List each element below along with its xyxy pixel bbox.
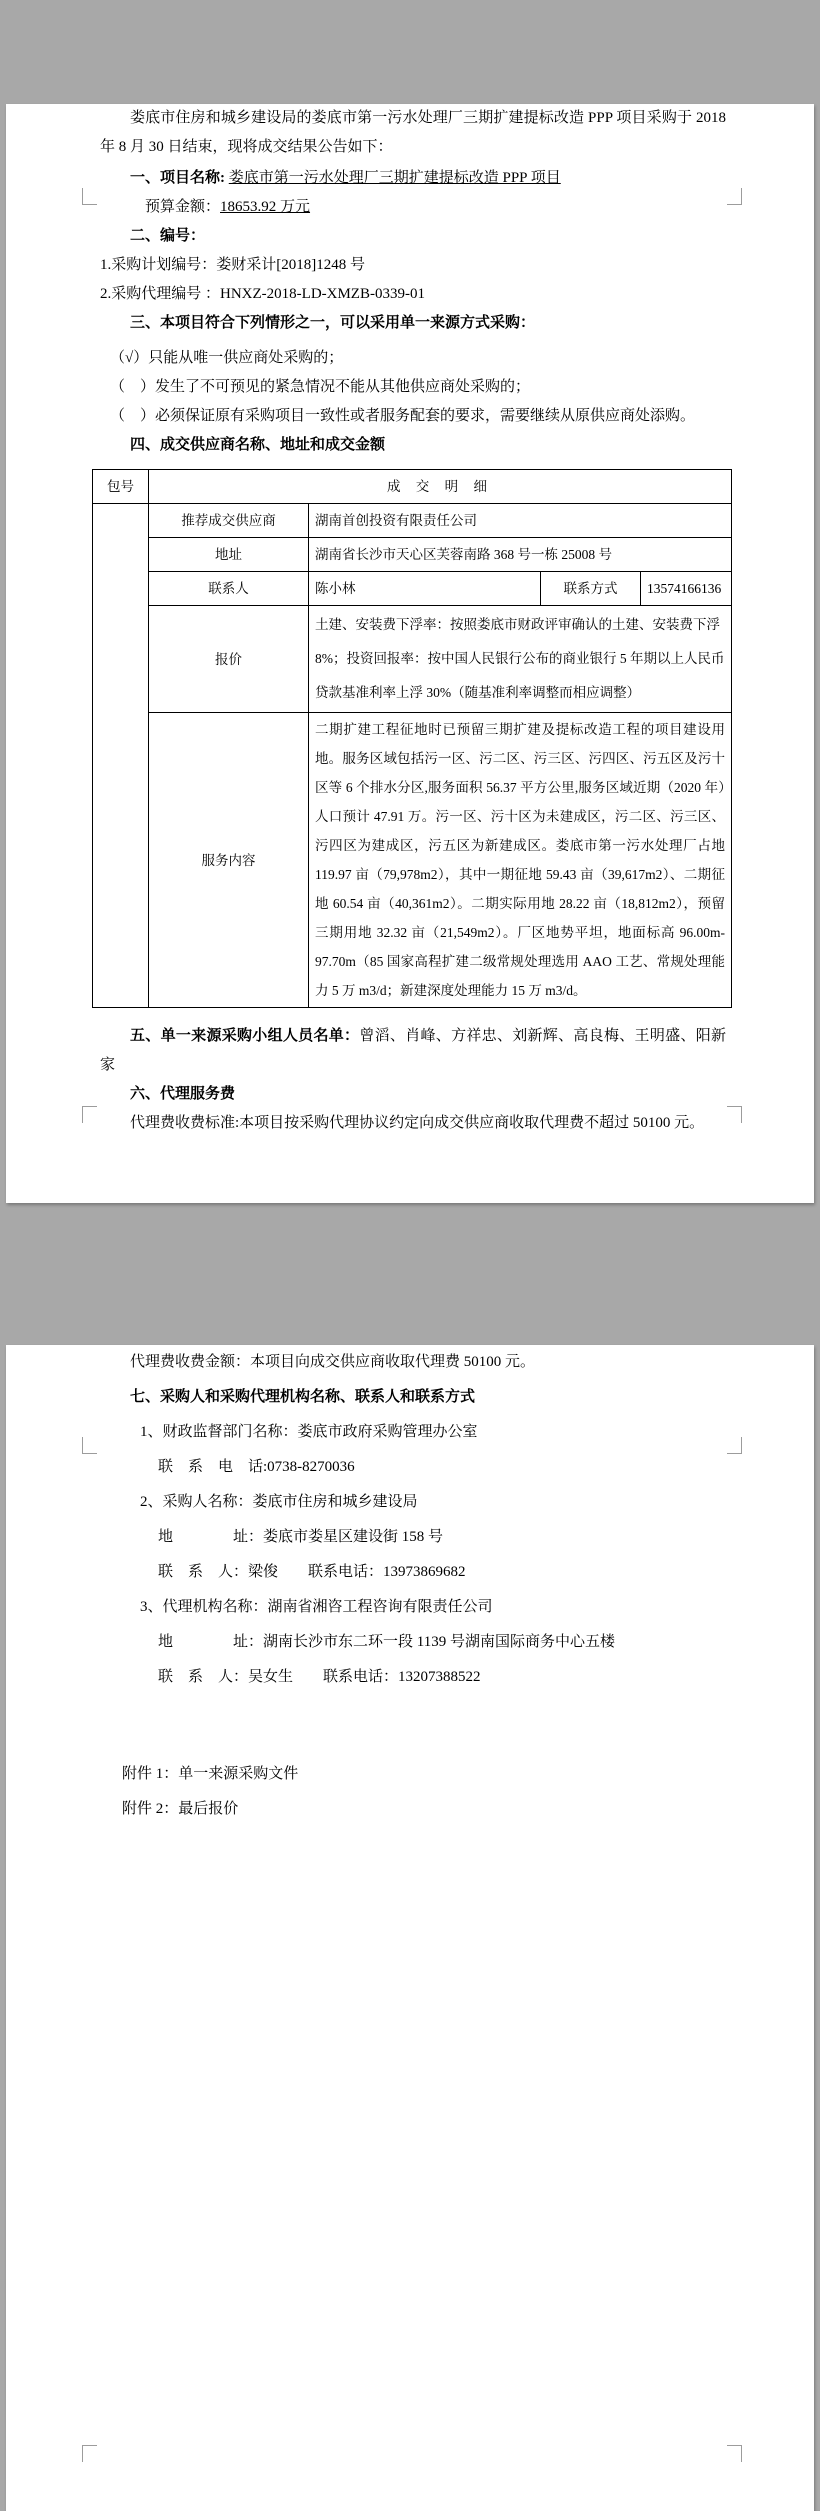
phone-label: 联系方式 (541, 572, 641, 606)
text-boundary-mark (82, 188, 97, 205)
agency-name-line: 3、代理机构名称：湖南省湘咨工程咨询有限责任公司 (140, 1599, 493, 1615)
section-1-project-name (100, 164, 726, 193)
package-cell-empty (93, 504, 149, 1008)
section-3-heading: 三、本项目符合下列情形之一，可以采用单一来源方式采购： (130, 315, 536, 331)
document-page-2 (6, 1345, 814, 2511)
purchaser-name-line: 2、采购人名称：娄底市住房和城乡建设局 (140, 1494, 418, 1510)
budget-line (100, 193, 726, 222)
text-boundary-mark (82, 1106, 97, 1123)
attachment-2: 附件 2：最后报价 (122, 1801, 239, 1817)
text-boundary-mark (727, 188, 742, 205)
package-column-header: 包号 (93, 470, 149, 504)
agency-address: 地 址：湖南长沙市东二环一段 1139 号湖南国际商务中心五楼 (158, 1634, 615, 1650)
contact-label: 联系人 (149, 572, 309, 606)
table-row (93, 572, 732, 606)
budget-label: 预算金额： (145, 199, 221, 215)
section-5-label: 五、单一来源采购小组人员名单： (130, 1028, 360, 1044)
desktop-background (0, 104, 820, 2401)
quote-label: 报价 (149, 606, 309, 713)
supplier-label: 推荐成交供应商 (149, 504, 309, 538)
agency-number-line: 2.采购代理编号 ：HNXZ-2018-LD-XMZB-0339-01 (100, 286, 425, 302)
section-2-heading: 二、编号： (130, 228, 206, 244)
purchaser-contact: 联 系 人：梁俊 联系电话：13973869682 (158, 1564, 466, 1580)
agency-fee-standard: 代理费收费标准:本项目按采购代理协议约定向成交供应商收取代理费不超过 50100 元。 (130, 1115, 705, 1131)
finance-dept-phone: 联 系 电 话:0738-8270036 (158, 1459, 355, 1475)
deal-detail-header: 成 交 明 细 (149, 470, 732, 504)
option-consistency: （ ）必须保证原有采购项目一致性或者服务配套的要求，需要继续从原供应商处添购。 (110, 408, 696, 424)
option-sole-supplier: （√）只能从唯一供应商处采购的； (110, 350, 344, 366)
address-label: 地址 (149, 538, 309, 572)
intro-paragraph: 娄底市住房和城乡建设局的娄底市第一污水处理厂三期扩建提标改造 PPP 项目采购于 2018 年 8 月 30 日结束，现将成交结果公告如下： (100, 110, 726, 155)
service-label: 服务内容 (149, 713, 309, 1008)
budget-value: 18653.92 万元 (220, 199, 311, 215)
purchaser-address: 地 址：娄底市娄星区建设街 158 号 (158, 1529, 444, 1545)
table-header-row (93, 470, 732, 504)
table-row (93, 713, 732, 1008)
table-row (93, 504, 732, 538)
text-boundary-mark (727, 2445, 742, 2462)
supplier-value: 湖南首创投资有限责任公司 (309, 504, 732, 538)
text-boundary-mark (727, 1437, 742, 1454)
finance-dept-line: 1、财政监督部门名称：娄底市政府采购管理办公室 (140, 1424, 478, 1440)
quote-value: 土建、安装费下浮率：按照娄底市财政评审确认的土建、安装费下浮 8%；投资回报率：按中国人民银行公布的商业银行 5 年期以上人民币贷款基准利率上浮 30%（随基准利率调整而相应调整） (309, 606, 732, 713)
phone-value: 13574166136 (641, 572, 732, 606)
attachment-1: 附件 1：单一来源采购文件 (122, 1766, 299, 1782)
table-row (93, 606, 732, 713)
contact-value: 陈小林 (309, 572, 541, 606)
section-1-label: 一、项目名称: (130, 170, 229, 186)
panel-members: 曾滔、肖峰、方祥忠、刘新辉、高良梅、王明盛、阳新家 (100, 1028, 726, 1073)
table-row (93, 538, 732, 572)
document-page-1 (6, 104, 814, 1203)
deal-detail-table (92, 469, 732, 1008)
project-name-value: 娄底市第一污水处理厂三期扩建提标改造 PPP 项目 (228, 170, 561, 186)
agency-contact: 联 系 人：吴女生 联系电话：13207388522 (158, 1669, 481, 1685)
section-5-line (100, 1022, 726, 1080)
section-4-heading: 四、成交供应商名称、地址和成交金额 (130, 437, 386, 453)
text-boundary-mark (82, 2445, 97, 2462)
section-7-heading: 七、采购人和采购代理机构名称、联系人和联系方式 (130, 1389, 476, 1405)
agency-fee-amount: 代理费收费金额：本项目向成交供应商收取代理费 50100 元。 (130, 1354, 536, 1370)
text-boundary-mark (727, 1106, 742, 1123)
page2-content (6, 1345, 814, 1827)
section-6-heading: 六、代理服务费 (130, 1086, 236, 1102)
service-value: 二期扩建工程征地时已预留三期扩建及提标改造工程的项目建设用地。服务区域包括污一区、污二区、污三区、污四区、污五区及污十区等 6 个排水分区,服务面积 56.37 平方公里,服务区域近期（2020 年）人口预计 47.91 万。污一区、污十区为未建成区，污二区、污三区、污四区为建成区，污五区为新建成区。娄底市第一污水处理厂占地 119.97 亩（79,978m2），其中一期征地 59.43 亩（39,617m2）、二期征地 60.54 亩（40,361m2）。二期实际用地 28.22 亩（18,812m2），预留三期用地 32.32 亩（21,549m2）。厂区地势平坦，地面标高 96.00m-97.70m（85 国家高程扩建二级常规处理选用 AAO 工艺、常规处理能力 5 万 m3/d；新建深度处理能力 15 万 m3/d。 (309, 713, 732, 1008)
option-emergency: （ ）发生了不可预见的紧急情况不能从其他供应商处采购的； (110, 379, 531, 395)
page1-content (6, 104, 814, 1138)
text-boundary-mark (82, 1437, 97, 1454)
plan-number-line: 1.采购计划编号：娄财采计[2018]1248 号 (100, 257, 365, 273)
address-value: 湖南省长沙市天心区芙蓉南路 368 号一栋 25008 号 (309, 538, 732, 572)
